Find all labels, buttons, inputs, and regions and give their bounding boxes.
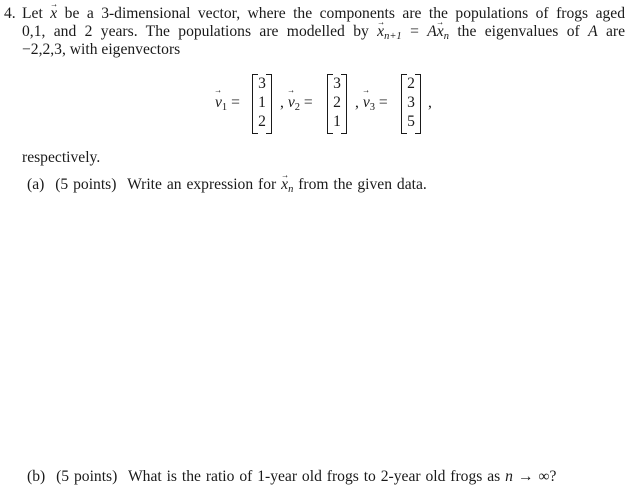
- matrix-entry: 3: [258, 75, 266, 92]
- problem-number: 4.: [4, 5, 16, 22]
- comma-separator: ,: [355, 94, 359, 111]
- matrix-entry: 3: [333, 75, 341, 92]
- vector-x: → x: [377, 23, 384, 41]
- eigenvector-3-matrix: [401, 72, 421, 134]
- text-are: are: [605, 23, 626, 40]
- equals-sign: =: [303, 94, 313, 111]
- eigenvector-1-label: [215, 94, 240, 112]
- right-bracket: [266, 74, 272, 134]
- comma-separator: ,: [428, 94, 432, 111]
- vector-x: → x: [50, 5, 57, 23]
- matrix-a: A: [427, 23, 437, 40]
- problem-statement-line-2: [22, 23, 625, 41]
- problem-statement-line-3: −2,2,3, with eigenvectors: [22, 41, 181, 58]
- vector-v: → v: [363, 94, 370, 112]
- vector-x: → x: [437, 23, 444, 41]
- matrix-a: A: [588, 23, 598, 40]
- arrow-icon: →: [517, 468, 534, 485]
- comma-separator: ,: [280, 94, 284, 111]
- subscript-n-plus-1: n+1: [384, 31, 402, 42]
- subscript: 3: [369, 102, 375, 113]
- part-a-text-end: from the given data.: [298, 176, 427, 193]
- text-description: be a 3-dimensional vector, where the components are the populations of frogs aged: [64, 5, 626, 22]
- matrix-entry: 1: [258, 94, 266, 111]
- right-bracket: [415, 74, 421, 134]
- eigenvector-2-matrix: [327, 72, 347, 134]
- vector-v: → v: [288, 94, 295, 112]
- text-eigenvalues-of: the eigenvalues of: [457, 23, 580, 40]
- part-a-points: (5 points): [55, 176, 117, 193]
- matrix-entry: 2: [333, 94, 341, 111]
- matrix-entry: 5: [407, 113, 415, 130]
- part-a-text: Write an expression for: [127, 176, 277, 193]
- right-bracket: [341, 74, 347, 134]
- text-populations-modelled: 0,1, and 2 years. The populations are modelled by: [22, 23, 369, 40]
- text-respectively: respectively.: [22, 149, 101, 166]
- recurrence-equation: [377, 23, 449, 40]
- subscript-n: n: [288, 184, 294, 195]
- problem-statement-line-1: [22, 5, 625, 23]
- vector-v: → v: [215, 94, 222, 112]
- matrix-entry: 2: [258, 113, 266, 130]
- part-a-question: [27, 176, 427, 194]
- part-a-label: (a): [27, 176, 45, 193]
- eigenvector-display: [0, 72, 629, 136]
- part-b-label: (b): [27, 468, 46, 485]
- part-b-question: [27, 468, 556, 486]
- variable-n: n: [505, 468, 513, 485]
- subscript: 2: [294, 102, 300, 113]
- vector-x: → x: [281, 176, 288, 194]
- equals-sign: =: [378, 94, 388, 111]
- eigenvector-2-label: [280, 94, 313, 112]
- question-mark: ?: [549, 468, 557, 485]
- subscript: 1: [221, 102, 228, 113]
- part-b-points: (5 points): [56, 468, 118, 485]
- matrix-entry: 1: [333, 113, 341, 130]
- eigenvector-3-label: [355, 94, 388, 112]
- equals-sign: =: [410, 23, 419, 40]
- subscript-n: n: [443, 31, 449, 42]
- text-let: Let: [22, 5, 43, 22]
- part-b-text: What is the ratio of 1-year old frogs to 2-year old frogs as: [127, 468, 501, 485]
- matrix-entry: 2: [407, 75, 415, 92]
- equals-sign: =: [231, 94, 240, 111]
- eigenvector-1-matrix: [252, 72, 272, 134]
- infinity-symbol: ∞: [538, 468, 550, 485]
- matrix-entry: 3: [407, 94, 415, 111]
